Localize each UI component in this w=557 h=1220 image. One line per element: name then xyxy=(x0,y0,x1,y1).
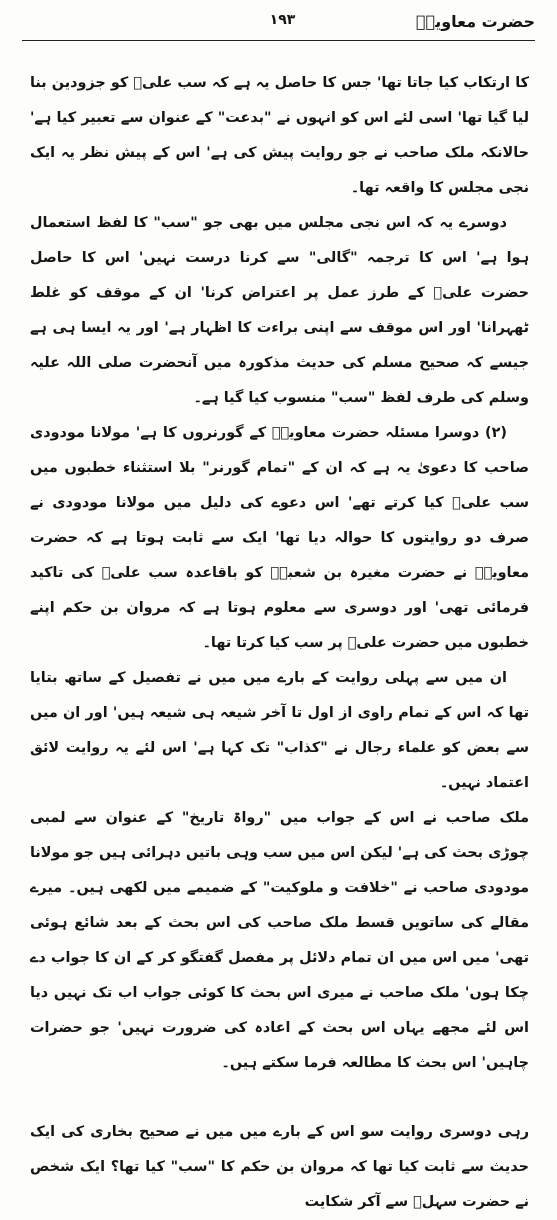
paragraph-3: (۲) دوسرا مسئلہ حضرت معاویہؓ کے گورنروں کا ہے' مولانا مودودی صاحب کا دعویٰ یہ ہے کہ ان کے "تمام گورنر" بلا استثناء خطبوں میں سب علیؓ کیا کرتے تھے' اس دعوے کی دلیل میں مولانا مودودی نے صرف دو روایتوں کا حوالہ دیا تھا' ایک سے ثابت ہوتا ہے کہ حضرت معاویہؓ نے حضرت مغیرہ بن شعبہؓ کو باقاعدہ سب علیؓ کی تاکید فرمائی تھی' اور دوسری سے معلوم ہوتا ہے کہ مروان بن حکم اپنے خطبوں میں حضرت علیؓ پر سب کیا کرتا تھا۔ xyxy=(30,425,529,651)
body-text xyxy=(30,66,529,1220)
running-title: حضرت معاویہؓ xyxy=(416,12,535,31)
page-header xyxy=(30,8,535,38)
paragraph-2: دوسرے یہ کہ اس نجی مجلس میں بھی جو "سب" کا لفظ استعمال ہوا ہے' اس کا ترجمہ "گالی" سے کرنا درست نہیں' اس کا حاصل حضرت علیؓ کے طرز عمل پر اعتراض کرنا' ان کے موقف کو غلط ٹھہرانا' اور اس موقف سے اپنی براءت کا اظہار ہے' اور یہ ایسا ہی ہے جیسے کہ صحیح مسلم کی حدیث مذکورہ میں آنحضرت صلی اللہ علیہ وسلم کی طرف لفظ "سب" منسوب کیا گیا ہے۔ xyxy=(30,215,529,406)
header-divider xyxy=(22,40,535,41)
paragraph-1: کا ارتکاب کیا جاتا تھا' جس کا حاصل یہ ہے کہ سب علیؓ کو جزودین بنا لیا گیا تھا' اسی لئے اس کو انہوں نے "بدعت" کے عنوان سے تعبیر کیا ہے' حالانکہ ملک صاحب نے جو روایت پیش کی ہے' اس کے پیش نظر یہ ایک نجی مجلس کا واقعہ تھا۔ xyxy=(30,75,529,196)
paragraph-6: رہی دوسری روایت سو اس کے بارے میں میں نے صحیح بخاری کی ایک حدیث سے ثابت کیا تھا کہ مروان بن حکم کا "سب" کیا تھا؟ ایک شخص نے حضرت سہلؓ سے آکر شکایت xyxy=(30,1124,529,1210)
page-number: ۱۹۳ xyxy=(269,12,296,28)
paragraph-4: ان میں سے پہلی روایت کے بارے میں میں نے تفصیل کے ساتھ بتایا تھا کہ اس کے تمام راوی از اول تا آخر شیعہ ہی شیعہ ہیں' اور ان میں سے بعض کو علماء رجال نے "کذاب" تک کہا ہے' اس لئے یہ روایت لائق اعتماد نہیں۔ xyxy=(30,670,529,791)
paragraph-5: ملک صاحب نے اس کے جواب میں "رواۃ تاریخ" کے عنوان سے لمبی چوڑی بحث کی ہے' لیکن اس میں سب وہی باتیں دہرائی ہیں جو مولانا مودودی صاحب نے "خلافت و ملوکیت" کے ضمیمے میں لکھی ہیں۔ میرے مقالے کی ساتویں قسط ملک صاحب کی اس بحث کے بعد شائع ہوئی تھی' میں اس میں ان تمام دلائل پر مفصل گفتگو کر کے ان کا جواب دے چکا ہوں' ملک صاحب نے میری اس بحث کا کوئی جواب اب تک نہیں دیا اس لئے مجھے یہاں اس بحث کے اعادہ کی ضرورت نہیں' جو حضرات چاہیں' اس بحث کا مطالعہ فرما سکتے ہیں۔ xyxy=(30,810,529,1071)
